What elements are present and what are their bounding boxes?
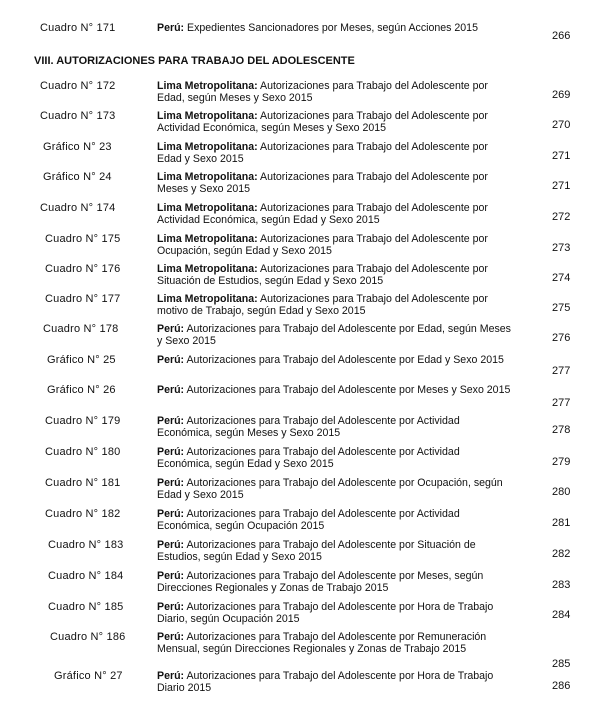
entry-description — [157, 233, 513, 257]
entry-description — [157, 570, 513, 594]
entry-label: Gráfico N° 27 — [54, 670, 123, 682]
entry-title: Autorizaciones para Trabajo del Adolescente por Edad, según Meses y Sexo 2015 — [157, 323, 511, 347]
entry-page-number: 277 — [552, 397, 571, 409]
entry-region: Lima Metropolitana: — [157, 171, 258, 183]
entry-region: Lima Metropolitana: — [157, 110, 258, 122]
entry-title: Autorizaciones para Trabajo del Adolescente por Situación de Estudios, según Edad y Sexo 2015 — [157, 263, 488, 287]
entry-title: Autorizaciones para Trabajo del Adolescente por Edad, según Meses y Sexo 2015 — [157, 80, 488, 104]
entry-page-number: 274 — [552, 272, 571, 284]
entry-label: Cuadro N° 185 — [48, 601, 124, 613]
entry-region: Perú: — [157, 354, 185, 366]
entry-title: Autorizaciones para Trabajo del Adolescente por Actividad Económica, según Meses y Sexo 2015 — [157, 415, 460, 439]
entry-label: Cuadro N° 179 — [45, 415, 121, 427]
entry-description — [157, 631, 513, 655]
entry-title: Autorizaciones para Trabajo del Adolescente por motivo de Trabajo, según Edad y Sexo 2015 — [157, 293, 488, 317]
entry-region: Perú: — [157, 539, 185, 551]
entry-region: Perú: — [157, 446, 185, 458]
entry-description — [157, 446, 513, 470]
entry-title: Autorizaciones para Trabajo del Adolescente por Meses y Sexo 2015 — [184, 384, 511, 396]
entry-page-number: 284 — [552, 609, 571, 621]
entry-title: Autorizaciones para Trabajo del Adolescente por Actividad Económica, según Edad y Sexo 2015 — [157, 446, 460, 470]
entry-label: Cuadro N° 184 — [48, 570, 124, 582]
entry-label: Cuadro N° 177 — [45, 293, 121, 305]
entry-label: Cuadro N° 174 — [40, 202, 116, 214]
entry-title: Autorizaciones para Trabajo del Adolescente por Edad y Sexo 2015 — [157, 141, 488, 165]
entry-title: Autorizaciones para Trabajo del Adolescente por Ocupación, según Edad y Sexo 2015 — [157, 233, 488, 257]
entry-label: Gráfico N° 26 — [47, 384, 116, 396]
entry-page-number: 270 — [552, 119, 571, 131]
entry-description — [157, 110, 513, 134]
entry-page-number: 275 — [552, 302, 571, 314]
entry-title: Autorizaciones para Trabajo del Adolescente por Meses, según Direcciones Regionales y Zonas de Trabajo 2015 — [157, 570, 484, 594]
entry-region: Lima Metropolitana: — [157, 233, 258, 245]
section-title: VIII. AUTORIZACIONES PARA TRABAJO DEL ADOLESCENTE — [34, 55, 355, 67]
entry-region: Perú: — [157, 323, 185, 335]
entry-description — [157, 263, 513, 287]
entry-title: Expedientes Sancionadores por Meses, según Acciones 2015 — [184, 22, 478, 34]
entry-region: Perú: — [157, 384, 185, 396]
entry-description — [157, 80, 513, 104]
entry-title: Autorizaciones para Trabajo del Adolescente por Actividad Económica, según Meses y Sexo 2015 — [157, 110, 488, 134]
entry-region: Perú: — [157, 670, 185, 682]
entry-title: Autorizaciones para Trabajo del Adolescente por Edad y Sexo 2015 — [184, 354, 504, 366]
entry-region: Perú: — [157, 477, 185, 489]
entry-page-number: 281 — [552, 517, 571, 529]
entry-page-number: 276 — [552, 332, 571, 344]
entry-label: Cuadro N° 175 — [45, 233, 121, 245]
entry-title: Autorizaciones para Trabajo del Adolescente por Meses y Sexo 2015 — [157, 171, 488, 195]
entry-page-number: 278 — [552, 424, 571, 436]
entry-description — [157, 508, 513, 532]
entry-description — [157, 22, 513, 34]
entry-page-number: 272 — [552, 211, 571, 223]
entry-title: Autorizaciones para Trabajo del Adolescente por Actividad Económica, según Ocupación 2015 — [157, 508, 460, 532]
entry-description — [157, 670, 513, 694]
entry-label: Cuadro N° 178 — [43, 323, 119, 335]
entry-page-number: 286 — [552, 680, 571, 692]
entry-label: Gráfico N° 23 — [43, 141, 112, 153]
entry-page-number: 271 — [552, 150, 571, 162]
entry-page-number: 283 — [552, 579, 571, 591]
entry-region: Lima Metropolitana: — [157, 141, 258, 153]
entry-region: Perú: — [157, 631, 185, 643]
entry-region: Perú: — [157, 415, 185, 427]
entry-page-number: 282 — [552, 548, 571, 560]
entry-description — [157, 141, 513, 165]
entry-region: Lima Metropolitana: — [157, 80, 258, 92]
entry-label: Cuadro N° 176 — [45, 263, 121, 275]
entry-label: Cuadro N° 186 — [50, 631, 126, 643]
entry-region: Perú: — [157, 570, 185, 582]
entry-label: Cuadro N° 181 — [45, 477, 121, 489]
entry-description — [157, 354, 513, 366]
entry-label: Cuadro N° 171 — [40, 22, 116, 34]
entry-label: Cuadro N° 172 — [40, 80, 116, 92]
entry-title: Autorizaciones para Trabajo del Adolescente por Ocupación, según Edad y Sexo 2015 — [157, 477, 503, 501]
entry-description — [157, 171, 513, 195]
entry-region: Lima Metropolitana: — [157, 263, 258, 275]
entry-region: Perú: — [157, 508, 185, 520]
entry-title: Autorizaciones para Trabajo del Adolescente por Hora de Trabajo Diario, según Ocupación 2015 — [157, 601, 494, 625]
entry-page-number: 266 — [552, 30, 571, 42]
entry-region: Perú: — [157, 22, 185, 34]
entry-region: Perú: — [157, 601, 185, 613]
entry-region: Lima Metropolitana: — [157, 293, 258, 305]
entry-title: Autorizaciones para Trabajo del Adolescente por Actividad Económica, según Edad y Sexo 2015 — [157, 202, 488, 226]
entry-description — [157, 293, 513, 317]
entry-page-number: 277 — [552, 365, 571, 377]
entry-page-number: 269 — [552, 89, 571, 101]
entry-page-number: 279 — [552, 456, 571, 468]
entry-page-number: 280 — [552, 486, 571, 498]
entry-title: Autorizaciones para Trabajo del Adolescente por Situación de Estudios, según Edad y Sexo 2015 — [157, 539, 476, 563]
entry-description — [157, 539, 513, 563]
entry-label: Cuadro N° 182 — [45, 508, 121, 520]
entry-title: Autorizaciones para Trabajo del Adolescente por Remuneración Mensual, según Direcciones Regionales y Zonas de Trabajo 2015 — [157, 631, 487, 655]
entry-label: Cuadro N° 173 — [40, 110, 116, 122]
entry-description — [157, 415, 513, 439]
entry-label: Cuadro N° 180 — [45, 446, 121, 458]
entry-description — [157, 323, 513, 347]
entry-title: Autorizaciones para Trabajo del Adolescente por Hora de Trabajo Diario 2015 — [157, 670, 494, 694]
entry-description — [157, 202, 513, 226]
entry-page-number: 271 — [552, 180, 571, 192]
entry-page-number: 273 — [552, 242, 571, 254]
entry-page-number: 285 — [552, 658, 571, 670]
entry-region: Lima Metropolitana: — [157, 202, 258, 214]
entry-label: Gráfico N° 24 — [43, 171, 112, 183]
entry-label: Cuadro N° 183 — [48, 539, 124, 551]
entry-description — [157, 601, 513, 625]
entry-description — [157, 384, 513, 396]
entry-label: Gráfico N° 25 — [47, 354, 116, 366]
entry-description — [157, 477, 513, 501]
